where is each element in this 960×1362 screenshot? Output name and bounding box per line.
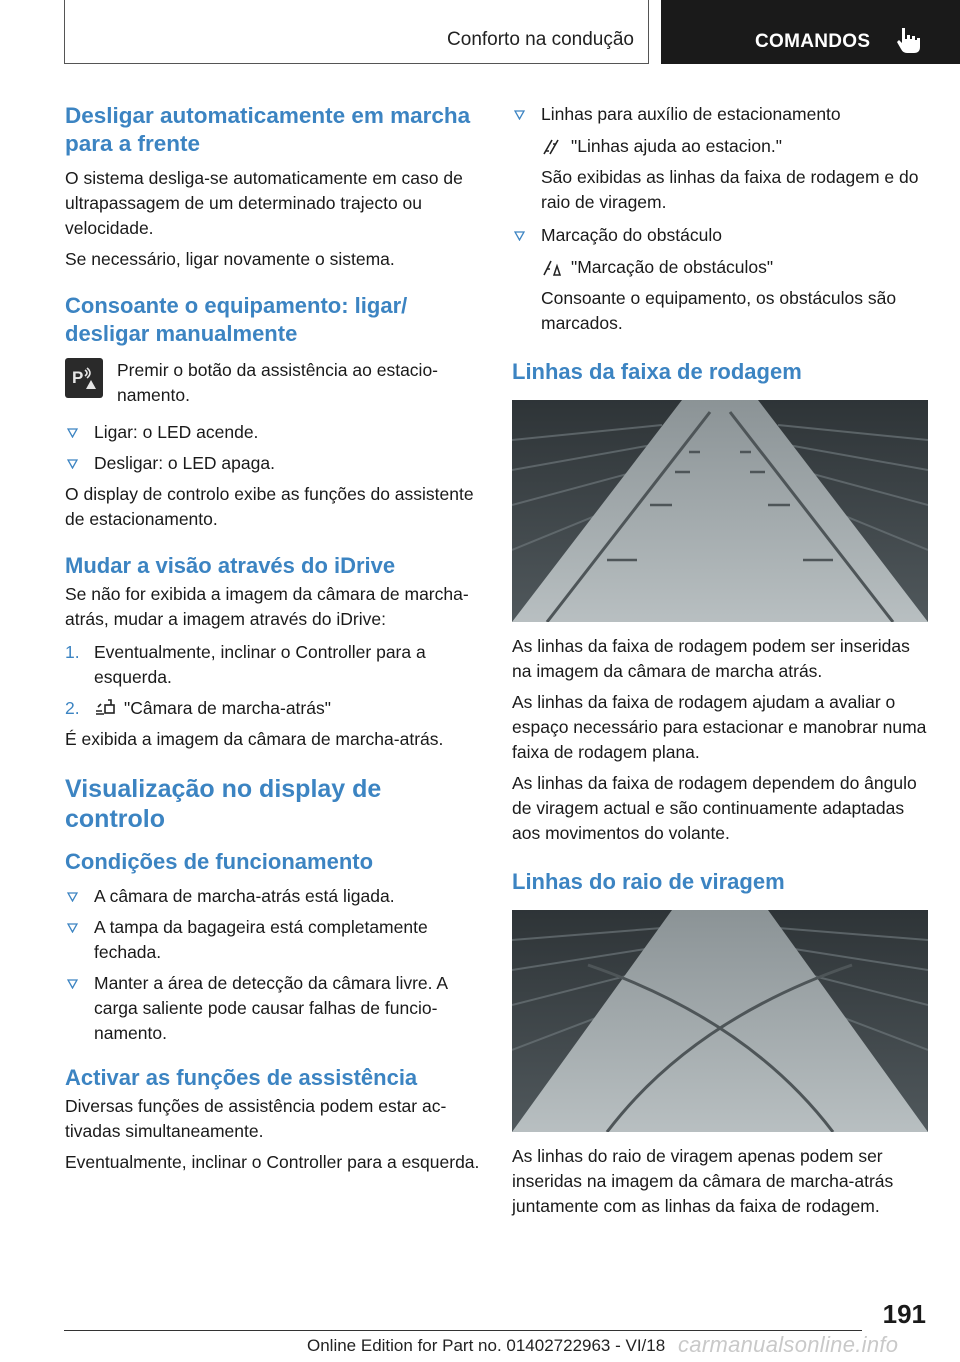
footer-rule [64,1330,862,1331]
paragraph: Eventualmente, inclinar o Controller para a esquerda. [65,1152,480,1172]
heading-manual-toggle: Consoante o equipamento: ligar/ desligar manualmente [65,293,408,346]
header-left-rule [64,0,65,64]
paragraph: Consoante o equipamento, os obstáculos são marcados. [541,288,897,333]
list-item: Marcação do obstáculo [512,223,928,248]
button-instruction [65,358,481,408]
list-item: Ligar: o LED acende. [65,420,481,445]
paragraph: O sistema desliga-se automaticamente em caso de ultrapassagem de um determinado trajecto ou velocidade. [65,168,463,238]
heading-auto-off: Desligar automaticamente em marcha para a frente [65,103,471,156]
triangle-bullet-icon [67,892,78,902]
hand-pointer-icon [896,26,922,54]
menu-item-line: "Linhas ajuda ao estacion." [512,134,928,159]
turn-radius-image [512,910,928,1132]
paragraph: As linhas da faixa de rodagem ajudam a avaliar o espaço necessário para estacionar e manobrar numa faixa de rodagem plana. [512,692,927,762]
header-bottom-rule [64,63,648,64]
header-section-title: Conforto na condução [447,29,634,50]
triangle-bullet-icon [514,231,525,241]
heading-activate-assist: Activar as funções de assistência [65,1065,418,1090]
paragraph: Premir o botão da assistência ao estacionamento. [117,360,438,405]
rear-camera-icon [94,699,116,717]
paragraph: É exibida a imagem da câmara de marcha-atrás. [65,729,444,749]
heading-display-view: Visualização no display de controlo [65,775,382,833]
footer-edition: Online Edition for Part no. 01402722963 - VI/18 [307,1336,666,1355]
triangle-bullet-icon [67,428,78,438]
triangle-bullet-icon [67,979,78,989]
paragraph: As linhas da faixa de rodagem dependem do ângulo de viragem actual e são continuamente adaptadas aos movimentos do volante. [512,773,917,843]
list-item: Desligar: o LED apaga. [65,451,481,476]
list-item: A tampa da bagageira está completamente fechada. [65,915,481,965]
parking-lines-icon [541,137,563,155]
heading-idrive: Mudar a visão através do iDrive [65,553,396,578]
heading-conditions: Condições de funcionamento [65,849,374,874]
svg-text:P: P [72,368,84,387]
left-column [65,102,481,1175]
paragraph: Se não for exibida a imagem da câmara de marcha-atrás, mudar a imagem através do iDrive: [65,584,469,629]
header-right-rule [648,0,649,64]
triangle-bullet-icon [67,923,78,933]
page-number: 191 [882,1299,926,1329]
heading-turn-radius: Linhas do raio de viragem [512,869,785,894]
triangle-bullet-icon [514,110,525,120]
paragraph: Se necessário, ligar novamente o sistema. [65,249,395,269]
lane-lines-image [512,400,928,622]
triangle-bullet-icon [67,459,78,469]
list-item: 2. "Câmara de marcha-atrás" [65,698,331,718]
right-column [512,102,928,1219]
paragraph: O display de controlo exibe as funções do assistente de estacionamento. [65,484,474,529]
park-assist-button-icon [65,358,103,398]
watermark: carmanualsonline.info [678,1332,899,1357]
list-item: A câmara de marcha-atrás está ligada. [65,884,481,909]
obstacle-marking-icon [541,258,563,276]
paragraph: As linhas da faixa de rodagem podem ser inseridas na imagem da câmara de marcha atrás. [512,636,910,681]
paragraph: As linhas do raio de viragem apenas podem ser inseridas na imagem da câmara de marcha-atrás juntamente com as linhas da faixa de rodagem. [512,1146,894,1216]
header-chapter-title: COMANDOS [755,31,871,52]
paragraph: São exibidas as linhas da faixa de rodagem e do raio de viragem. [541,167,919,212]
paragraph: Diversas funções de assistência podem estar activadas simultaneamente. [65,1096,447,1141]
list-item: Manter a área de detecção da câmara livre. A carga saliente pode causar falhas de funcionamento. [65,971,481,1046]
list-item: 1. Eventualmente, inclinar o Controller para a esquerda. [65,642,426,687]
menu-item-line: "Marcação de obstáculos" [512,255,928,280]
heading-lane-lines: Linhas da faixa de rodagem [512,359,802,384]
list-item: Linhas para auxílio de estacionamento [512,102,928,127]
